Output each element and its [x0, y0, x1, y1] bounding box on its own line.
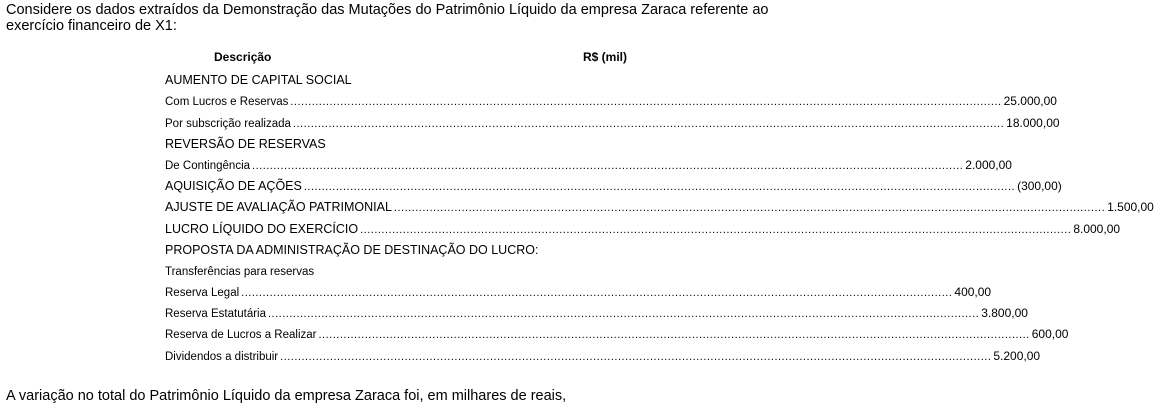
dot-leader: ........................................................................................................................................................................................................ — [268, 308, 980, 321]
row-label: Com Lucros e Reservas — [165, 96, 289, 109]
row-label: Reserva Legal — [165, 287, 240, 300]
table-row — [165, 257, 631, 278]
row-label: Transferências para reservas — [165, 265, 315, 278]
table-row — [165, 341, 1041, 363]
row-label: AJUSTE DE AVALIAÇÃO PATRIMONIAL — [165, 200, 392, 215]
dot-leader: ........................................................................................................................................................................................................ — [303, 181, 1016, 194]
dot-leader: ........................................................................................................................................................................................................ — [360, 223, 1072, 236]
dot-leader: ........................................................................................................................................................................................................ — [318, 329, 1030, 342]
row-value: 400,00 — [954, 285, 992, 300]
row-label: AQUISIÇÃO DE AÇÕES — [165, 179, 302, 194]
row-label: Reserva de Lucros a Realizar — [165, 329, 317, 342]
row-value: 8.000,00 — [1073, 221, 1121, 236]
mutations-table — [165, 66, 1154, 363]
table-row — [165, 214, 1121, 236]
table-row — [165, 193, 1154, 215]
row-label: AUMENTO DE CAPITAL SOCIAL — [165, 73, 352, 88]
row-value: 25.000,00 — [1003, 94, 1057, 109]
row-value: (300,00) — [1017, 179, 1062, 194]
table-row — [165, 130, 631, 151]
row-label: LUCRO LÍQUIDO DO EXERCÍCIO — [165, 221, 359, 236]
table-row — [165, 236, 631, 257]
table-row — [165, 172, 1062, 194]
header-valor: R$ (mil) — [583, 50, 628, 64]
dot-leader: ........................................................................................................................................................................................................ — [252, 159, 964, 172]
row-label: Reserva Estatutária — [165, 308, 266, 321]
dot-leader: ........................................................................................................................................................................................................ — [292, 117, 1005, 130]
row-label: PROPOSTA DA ADMINISTRAÇÃO DE DESTINAÇÃO DO LUCRO: — [165, 242, 539, 257]
dot-leader: ........................................................................................................................................................................................................ — [280, 350, 992, 363]
intro-paragraph: Considere os dados extraídos da Demonstração das Mutações do Patrimônio Líquido da empresa Zaraca referente ao exercício financeiro de X1: — [6, 2, 769, 34]
dot-leader: ........................................................................................................................................................................................................ — [241, 287, 953, 300]
dot-leader: ........................................................................................................................................................................................................ — [393, 202, 1106, 215]
closing-question: A variação no total do Patrimônio Líquido da empresa Zaraca foi, em milhares de reais, — [6, 388, 567, 404]
row-value: 18.000,00 — [1006, 115, 1060, 130]
table-row — [165, 151, 1012, 172]
header-descricao: Descrição — [214, 50, 272, 64]
table-row — [165, 108, 1060, 130]
table-row — [165, 299, 1028, 321]
row-label: De Contingência — [165, 159, 251, 172]
table-row — [165, 87, 1057, 109]
row-value: 1.500,00 — [1107, 200, 1154, 215]
row-value: 600,00 — [1031, 327, 1069, 342]
dot-leader: ........................................................................................................................................................................................................ — [290, 96, 1002, 109]
table-row — [165, 278, 992, 300]
row-value: 2.000,00 — [965, 157, 1012, 172]
row-label: Dividendos a distribuir — [165, 350, 279, 363]
row-value: 3.800,00 — [981, 306, 1028, 321]
row-label: REVERSÃO DE RESERVAS — [165, 136, 326, 151]
row-value: 5.200,00 — [993, 348, 1041, 363]
row-label: Por subscrição realizada — [165, 117, 291, 130]
table-row — [165, 320, 1069, 342]
table-row — [165, 66, 631, 87]
